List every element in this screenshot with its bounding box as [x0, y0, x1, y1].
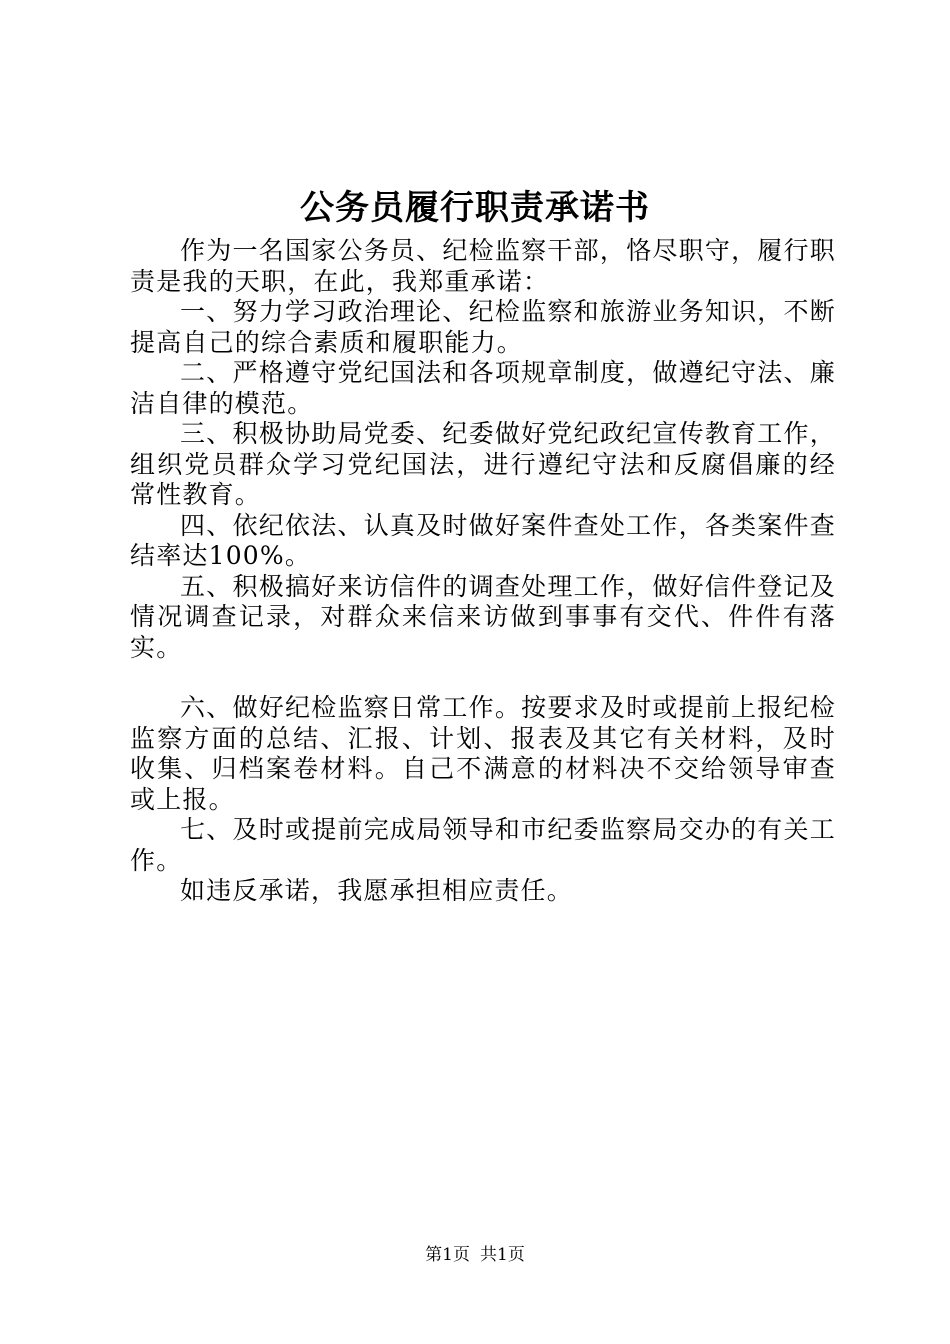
paragraph-item-7: 七、及时或提前完成局领导和市纪委监察局交办的有关工作。	[130, 815, 836, 875]
paragraph-item-6: 六、做好纪检监察日常工作。按要求及时或提前上报纪检监察方面的总结、汇报、计划、报表及其它有关材料，及时收集、归档案卷材料。自己不满意的材料决不交给领导审查或上报。	[130, 693, 836, 814]
paragraph-item-5: 五、积极搞好来访信件的调查处理工作，做好信件登记及情况调查记录，对群众来信来访做到事事有交代、件件有落实。	[130, 571, 836, 662]
paragraph-item-1: 一、努力学习政治理论、纪检监察和旅游业务知识，不断提高自己的综合素质和履职能力。	[130, 297, 836, 357]
paragraph-item-3: 三、积极协助局党委、纪委做好党纪政纪宣传教育工作，组织党员群众学习党纪国法，进行遵纪守法和反腐倡廉的经常性教育。	[130, 419, 836, 509]
paragraph-intro: 作为一名国家公务员、纪检监察干部，恪尽职守，履行职责是我的天职，在此，我郑重承诺：	[130, 236, 836, 296]
paragraph-closing: 如违反承诺，我愿承担相应责任。	[180, 876, 574, 905]
document-body	[130, 236, 836, 907]
paragraph-item-4: 四、依纪依法、认真及时做好案件查处工作，各类案件查结率达100%。	[130, 510, 836, 570]
document-title: 公务员履行职责承诺书	[300, 188, 650, 228]
page-number: 第1页	[425, 1245, 470, 1265]
paragraph-item-2: 二、严格遵守党纪国法和各项规章制度，做遵纪守法、廉洁自律的模范。	[130, 358, 836, 418]
page-total: 共1页	[480, 1245, 525, 1265]
page-footer	[0, 1244, 950, 1266]
